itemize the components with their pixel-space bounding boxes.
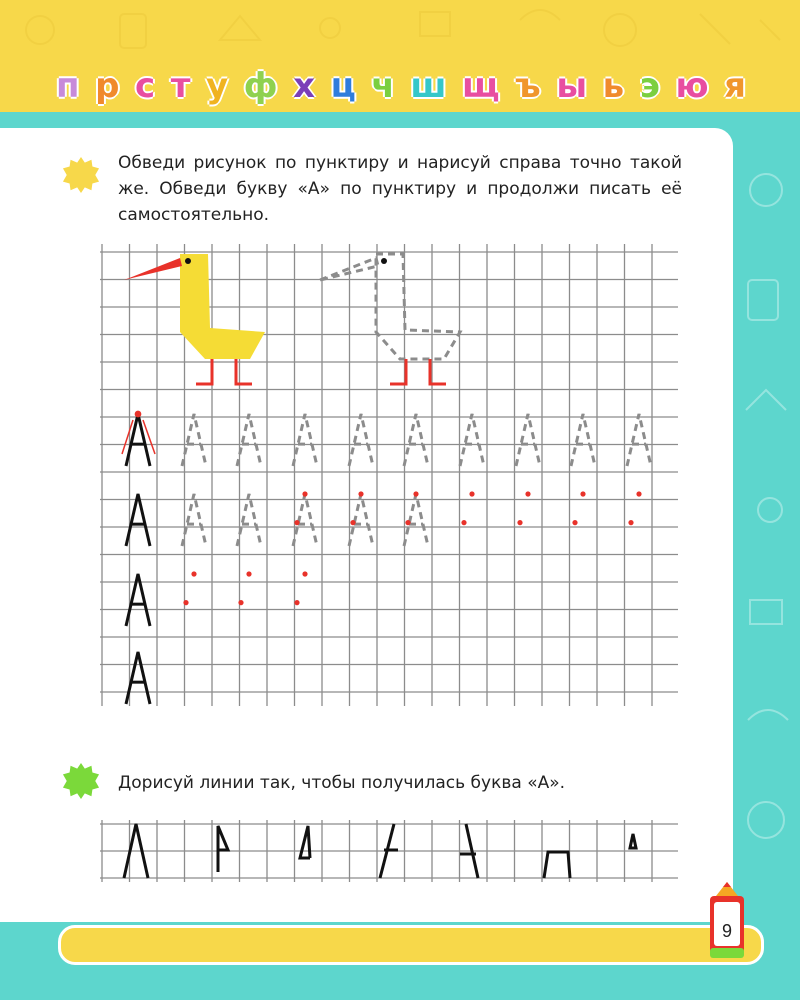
guide-dot xyxy=(405,520,410,525)
alphabet-letter: ь xyxy=(602,66,625,106)
side-doodles xyxy=(736,130,800,920)
letter-a-trace-stroke xyxy=(182,414,206,466)
letter-a-trace-stroke xyxy=(237,494,261,546)
letter-a-trace xyxy=(627,414,651,466)
bird-drawing xyxy=(124,254,265,384)
bird-eye xyxy=(185,258,191,264)
task2-instructions: Дорисуй линии так, чтобы получилась буква «А». xyxy=(118,773,566,793)
guide-dot xyxy=(413,491,418,496)
bird-beak xyxy=(124,258,182,280)
letter-a-trace-stroke xyxy=(293,414,317,466)
alphabet-letter: ъ xyxy=(515,66,541,106)
guide-dot xyxy=(246,571,251,576)
alphabet-letter: э xyxy=(639,66,660,106)
guide-dot xyxy=(294,520,299,525)
letter-a-trace-stroke xyxy=(404,414,428,466)
alphabet-letter: ц xyxy=(330,66,356,106)
bird-leg xyxy=(236,359,252,384)
task2-bullet xyxy=(62,762,100,800)
alphabet-letter: щ xyxy=(462,66,500,106)
letter-a-trace-stroke xyxy=(404,494,428,546)
alphabet-strip xyxy=(56,64,746,108)
letter-a-trace xyxy=(182,494,206,546)
letter-a-dots xyxy=(517,491,530,525)
alphabet-letter: я xyxy=(724,66,746,106)
task1-grid xyxy=(100,244,678,706)
guide-dot xyxy=(628,520,633,525)
guide-dot xyxy=(350,520,355,525)
bird-trace-eye xyxy=(381,258,387,264)
letter-a-trace xyxy=(237,414,261,466)
letter-a-trace-stroke xyxy=(627,414,651,466)
letter-a-trace xyxy=(182,414,206,466)
alphabet-letter: ф xyxy=(243,66,278,106)
guide-dot xyxy=(294,600,299,605)
letter-a-trace-stroke xyxy=(349,414,373,466)
letter-a-trace-stroke xyxy=(516,414,540,466)
letter-a-trace xyxy=(293,414,317,466)
letter-a-trace xyxy=(349,494,373,546)
alphabet-letter: р xyxy=(95,66,120,106)
letter-a-trace xyxy=(404,414,428,466)
alphabet-letter: х xyxy=(293,66,316,106)
partial-letter xyxy=(300,826,310,858)
letter-a-trace xyxy=(460,414,484,466)
letter-a-dots xyxy=(628,491,641,525)
partial-letter xyxy=(630,834,636,848)
letter-a-trace-stroke xyxy=(460,414,484,466)
guide-dot xyxy=(636,491,641,496)
letter-a-trace xyxy=(349,414,373,466)
alphabet-letter: ы xyxy=(556,66,588,106)
guide-dot xyxy=(517,520,522,525)
partial-letter xyxy=(544,852,570,878)
letter-a-trace-stroke xyxy=(571,414,595,466)
alphabet-letter: ю xyxy=(675,66,709,106)
guide-dot xyxy=(302,491,307,496)
letter-a-trace xyxy=(237,494,261,546)
letter-a-trace xyxy=(516,414,540,466)
alphabet-letter: т xyxy=(170,66,191,106)
guide-dot xyxy=(469,491,474,496)
bird-trace-outline xyxy=(320,254,460,384)
guide-dot xyxy=(358,491,363,496)
letter-a-trace-stroke xyxy=(237,414,261,466)
alphabet-letter: с xyxy=(135,66,156,106)
guide-dot xyxy=(525,491,530,496)
guide-dot xyxy=(580,491,585,496)
letter-a-trace-stroke xyxy=(182,494,206,546)
task2-grid xyxy=(100,820,678,882)
letter-a-trace-stroke xyxy=(293,494,317,546)
task1-bullet xyxy=(62,156,100,194)
alphabet-letter: п xyxy=(56,66,80,106)
guide-dot xyxy=(238,600,243,605)
letter-a-dots xyxy=(294,571,307,605)
bird-trace-leg xyxy=(390,359,406,384)
guide-dot xyxy=(191,571,196,576)
letter-a-dots xyxy=(572,491,585,525)
guide-dot xyxy=(572,520,577,525)
partial-letter xyxy=(218,826,228,872)
task1-instructions: Обведи рисунок по пунктиру и нарисуй справа точно такой же. Обведи букву «А» по пунктиру и продолжи писать её самостоятельно. xyxy=(118,153,682,225)
letter-a-trace xyxy=(293,494,317,546)
bird-leg xyxy=(196,359,212,384)
guide-dot xyxy=(461,520,466,525)
letter-a-trace xyxy=(404,494,428,546)
letter-a-dots xyxy=(183,571,196,605)
alphabet-letter: ч xyxy=(371,66,395,106)
guide-dot xyxy=(302,571,307,576)
start-dot xyxy=(135,411,140,416)
letter-a-dots xyxy=(461,491,474,525)
letter-a-trace xyxy=(571,414,595,466)
footer-band xyxy=(58,925,764,965)
page-number: 9 xyxy=(721,921,732,941)
alphabet-letter: ш xyxy=(410,66,447,106)
letter-a-trace-stroke xyxy=(349,494,373,546)
letter-a-dots xyxy=(238,571,251,605)
guide-dot xyxy=(183,600,188,605)
alphabet-letter: у xyxy=(206,66,229,106)
